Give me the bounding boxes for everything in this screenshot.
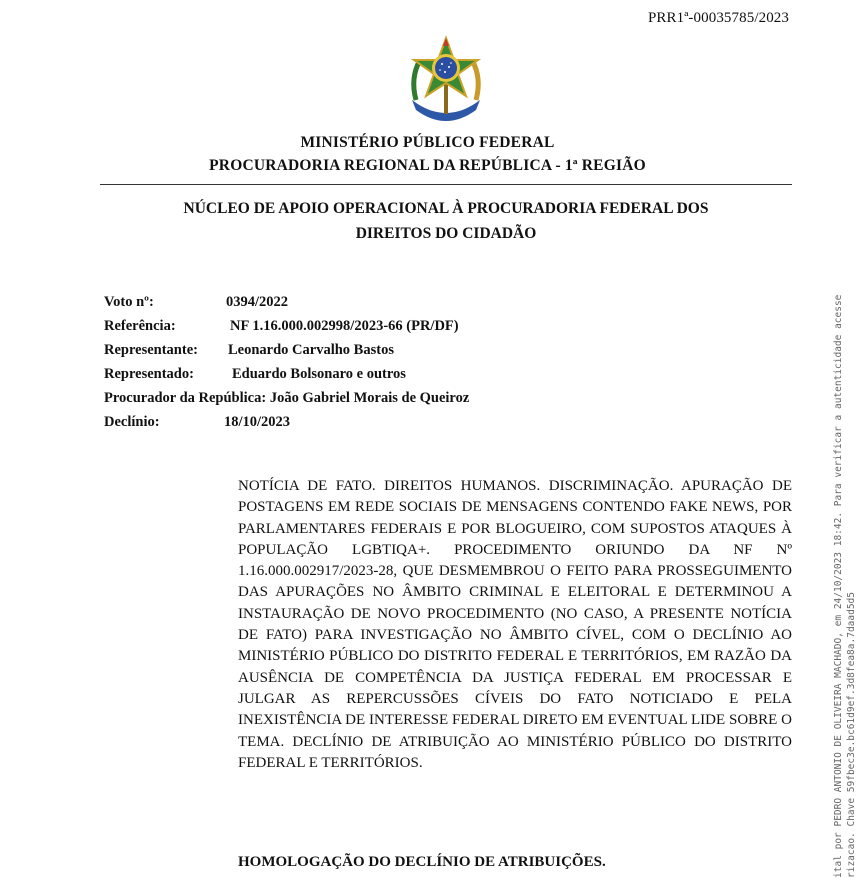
meta-row-representante xyxy=(104,338,469,362)
ementa-paragraph: NOTÍCIA DE FATO. DIREITOS HUMANOS. DISCRIMINAÇÃO. APURAÇÃO DE POSTAGENS EM REDE SOCIAIS DE MENSAGENS CONTENDO FAKE NEWS, POR PARLAMENTARES FEDERAIS E POR BLOGUEIRO, COM SUPOSTOS ATAQUES À POPULAÇÃO LGBTIQA+. PROCEDIMENTO ORIUNDO DA NF Nº 1.16.000.002917/2023-28, QUE DESMEMBROU O FEITO PARA PROSSEGUIMENTO DAS APURAÇÕES NO ÂMBITO CRIMINAL E ELEITORAL E DETERMINOU A INSTAURAÇÃO DE NOVO PROCEDIMENTO (NO CASO, A PRESENTE NOTÍCIA DE FATO) PARA INVESTIGAÇÃO NO ÂMBITO CÍVEL, COM O DECLÍNIO AO MINISTÉRIO PÚBLICO DO DISTRITO FEDERAL E TERRITÓRIOS, EM RAZÃO DA AUSÊNCIA DE COMPETÊNCIA DA JUSTIÇA FEDERAL EM PROCESSAR E JULGAR AS REPERCUSSÕES CÍVEIS DO FATO NOTICIADO E PELA INEXISTÊNCIA DE INTERESSE FEDERAL DIRETO EM EVENTUAL LIDE SOBRE O TEMA. DECLÍNIO DE ATRIBUIÇÃO AO MINISTÉRIO PÚBLICO DO DISTRITO FEDERAL E TERRITÓRIOS. xyxy=(238,478,792,771)
referencia-label: Referência: xyxy=(104,318,176,334)
meta-row-procurador xyxy=(104,386,469,410)
signature-stamp-line: ital por PEDRO ANTONIO DE OLIVEIRA MACHADO, em 24/10/2023 18:42. Para verificar a autenticidade acesse xyxy=(833,294,844,878)
digital-signature-stamp xyxy=(832,295,858,878)
header-divider xyxy=(100,184,792,185)
brasil-coat-of-arms-icon xyxy=(406,34,486,124)
declinio-label: Declínio: xyxy=(104,414,160,430)
voto-value: 0394/2022 xyxy=(226,294,289,310)
nucleo-title: NÚCLEO DE APOIO OPERACIONAL À PROCURADORIA FEDERAL DOS DIREITOS DO CIDADÃO xyxy=(183,200,709,242)
referencia-value: NF 1.16.000.002998/2023-66 (PR/DF) xyxy=(230,318,459,334)
meta-row-voto xyxy=(104,290,469,314)
institution-subtitle: PROCURADORIA REGIONAL DA REPÚBLICA - 1ª REGIÃO xyxy=(209,157,646,174)
representante-label: Representante: xyxy=(104,342,198,358)
voto-label: Voto nº: xyxy=(104,294,154,310)
signature-stamp-line: rizacao. Chave 59fbec3e.bc61d9ef.3d8fea8a.7daad5d5 xyxy=(846,592,857,878)
homologacao-heading: HOMOLOGAÇÃO DO DECLÍNIO DE ATRIBUIÇÕES. xyxy=(238,854,606,870)
case-metadata xyxy=(104,290,469,434)
declinio-value: 18/10/2023 xyxy=(224,414,291,430)
representado-label: Representado: xyxy=(104,366,194,382)
document-number: PRR1ª-00035785/2023 xyxy=(647,10,789,26)
procurador-line: Procurador da República: João Gabriel Morais de Queiroz xyxy=(104,390,470,406)
representado-value: Eduardo Bolsonaro e outros xyxy=(232,366,406,382)
meta-row-representado xyxy=(104,362,469,386)
meta-row-declinio xyxy=(104,410,469,434)
representante-value: Leonardo Carvalho Bastos xyxy=(228,342,394,358)
institution-title: MINISTÉRIO PÚBLICO FEDERAL xyxy=(300,134,555,151)
meta-row-referencia xyxy=(104,314,469,338)
